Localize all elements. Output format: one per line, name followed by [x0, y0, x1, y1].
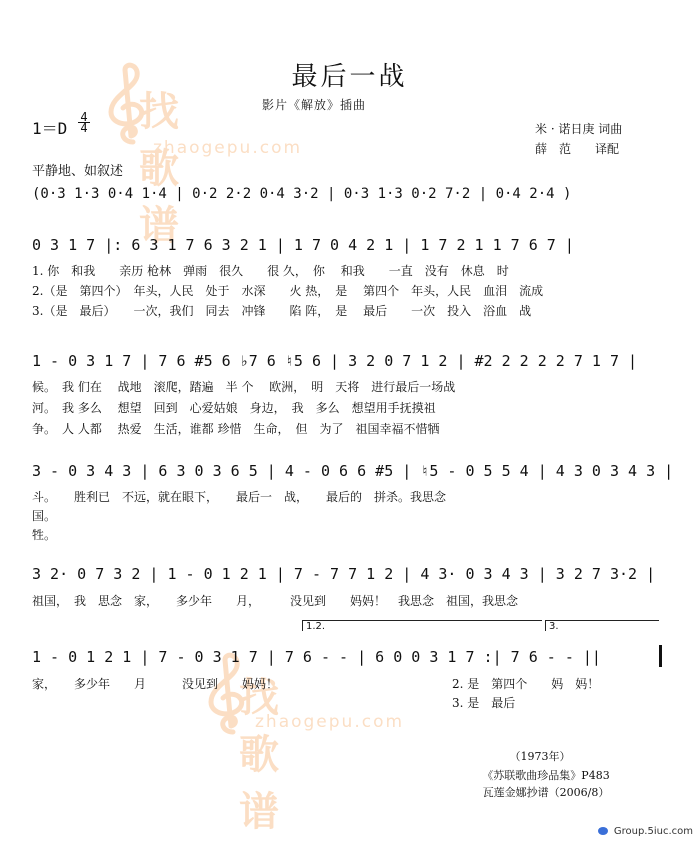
line1-lyric-verse3: 3.（是 最后） 一次，我们 同去 冲锋 陷 阵， 是 最后 一次 投入 浴血 战 [32, 304, 532, 318]
line3-lyric-verse1: 斗。 胜利已 不远，就在眼下， 最后一 战， 最后的 拼杀。我思念 [32, 490, 447, 504]
line5-lyric-verse1: 家， 多少年 月 没见到 妈妈！ [32, 677, 279, 691]
line5-lyric-verse2: 2. 是 第四个 妈 妈！ [452, 677, 600, 691]
site-badge-text: Group.5iuc.com [613, 826, 693, 837]
final-barline [659, 645, 662, 667]
key-signature: 1＝D [32, 119, 68, 138]
watermark-url-text: zhaogepu.com [153, 138, 303, 158]
time-top: 4 [80, 110, 88, 124]
watermark-logo-text: 找歌谱 [239, 675, 281, 835]
line5-notes: 1 - 0 1 2 1 | 7 - 0 3 1 7 | 7 6 - - | 6 0 0 3 1 7 :| 7 6 - - || [32, 648, 601, 666]
lyricist-credit: 米 · 诺日庚 词曲 [535, 122, 623, 136]
site-badge [598, 826, 693, 837]
footer-year: （1973年） [509, 750, 571, 763]
time-bottom: 4 [80, 121, 88, 135]
volta-first-ending: 1.2. [302, 620, 542, 631]
line3-lyric-verse3: 牲。 [32, 528, 57, 542]
translator-credit: 薛 范 译配 [535, 142, 620, 156]
line3-notes: 3 - 0 3 4 3 | 6 3 0 3 6 5 | 4 - 0 6 6 #5 | ♮5 - 0 5 5 4 | 4 3 0 3 4 3 | [32, 462, 674, 480]
time-signature [78, 112, 90, 133]
tempo-marking: 平静地、如叙述 [32, 164, 124, 179]
line2-notes: 1 - 0 3 1 7 | 7 6 #5 6 ♭7 6 ♮5 6 | 3 2 0 7 1 2 | #2 2 2 2 2 7 1 7 | [32, 352, 638, 370]
song-subtitle: 影片《解放》插曲 [262, 98, 367, 112]
line2-lyric-verse2: 河。 我 多么 想望 回到 心爱姑娘 身边， 我 多么 想望用手抚摸祖 [32, 401, 436, 415]
line4-lyric: 祖国， 我 思念 家， 多少年 月， 没见到 妈妈！ 我思念 祖国，我思念 [32, 594, 519, 608]
line5-lyric-verse3: 3. 是 最后 [452, 696, 516, 710]
watermark-logo-text: 找歌谱 [139, 89, 181, 249]
line2-lyric-verse1: 候。 我 们在 战地 滚爬，踏遍 半 个 欧洲， 明 天将 进行最后一场战 [32, 380, 456, 394]
line2-lyric-verse3: 争。 人 人都 热爱 生活，谁都 珍惜 生命， 但 为了 祖国幸福不惜牺 [32, 422, 440, 436]
line1-lyric-verse1: 1. 你 和我 亲历 枪林 弹雨 很久 很 久， 你 和我 一直 没有 休息 时 [32, 264, 509, 278]
line4-notes: 3 2· 0 7 3 2 | 1 - 0 1 2 1 | 7 - 7 7 1 2 | 4 3· 0 3 4 3 | 3 2 7 3·2 | [32, 565, 656, 583]
footer-copier: 瓦莲金娜抄谱（2006/8） [482, 786, 610, 799]
volta-second-ending: 3. [545, 620, 659, 631]
line3-lyric-verse2: 国。 [32, 509, 57, 523]
line1-lyric-verse2: 2.（是 第四个） 年头，人民 处于 水深 火 热， 是 第四个 年头，人民 血泪 流成 [32, 284, 544, 298]
footer-source: 《苏联歌曲珍品集》P483 [482, 769, 610, 782]
intro-notes: (0·3 1·3 0·4 1·4 | 0·2 2·2 0·4 3·2 | 0·3 1·3 0·2 7·2 | 0·4 2·4 ) [32, 186, 572, 202]
line1-notes: 0 3 1 7 |: 6 3 1 7 6 3 2 1 | 1 7 0 4 2 1 | 1 7 2 1 1 7 6 7 | [32, 236, 574, 254]
site-icon [598, 827, 608, 835]
watermark-url-text: zhaogepu.com [255, 712, 405, 732]
song-title: 最后一战 [291, 62, 408, 92]
